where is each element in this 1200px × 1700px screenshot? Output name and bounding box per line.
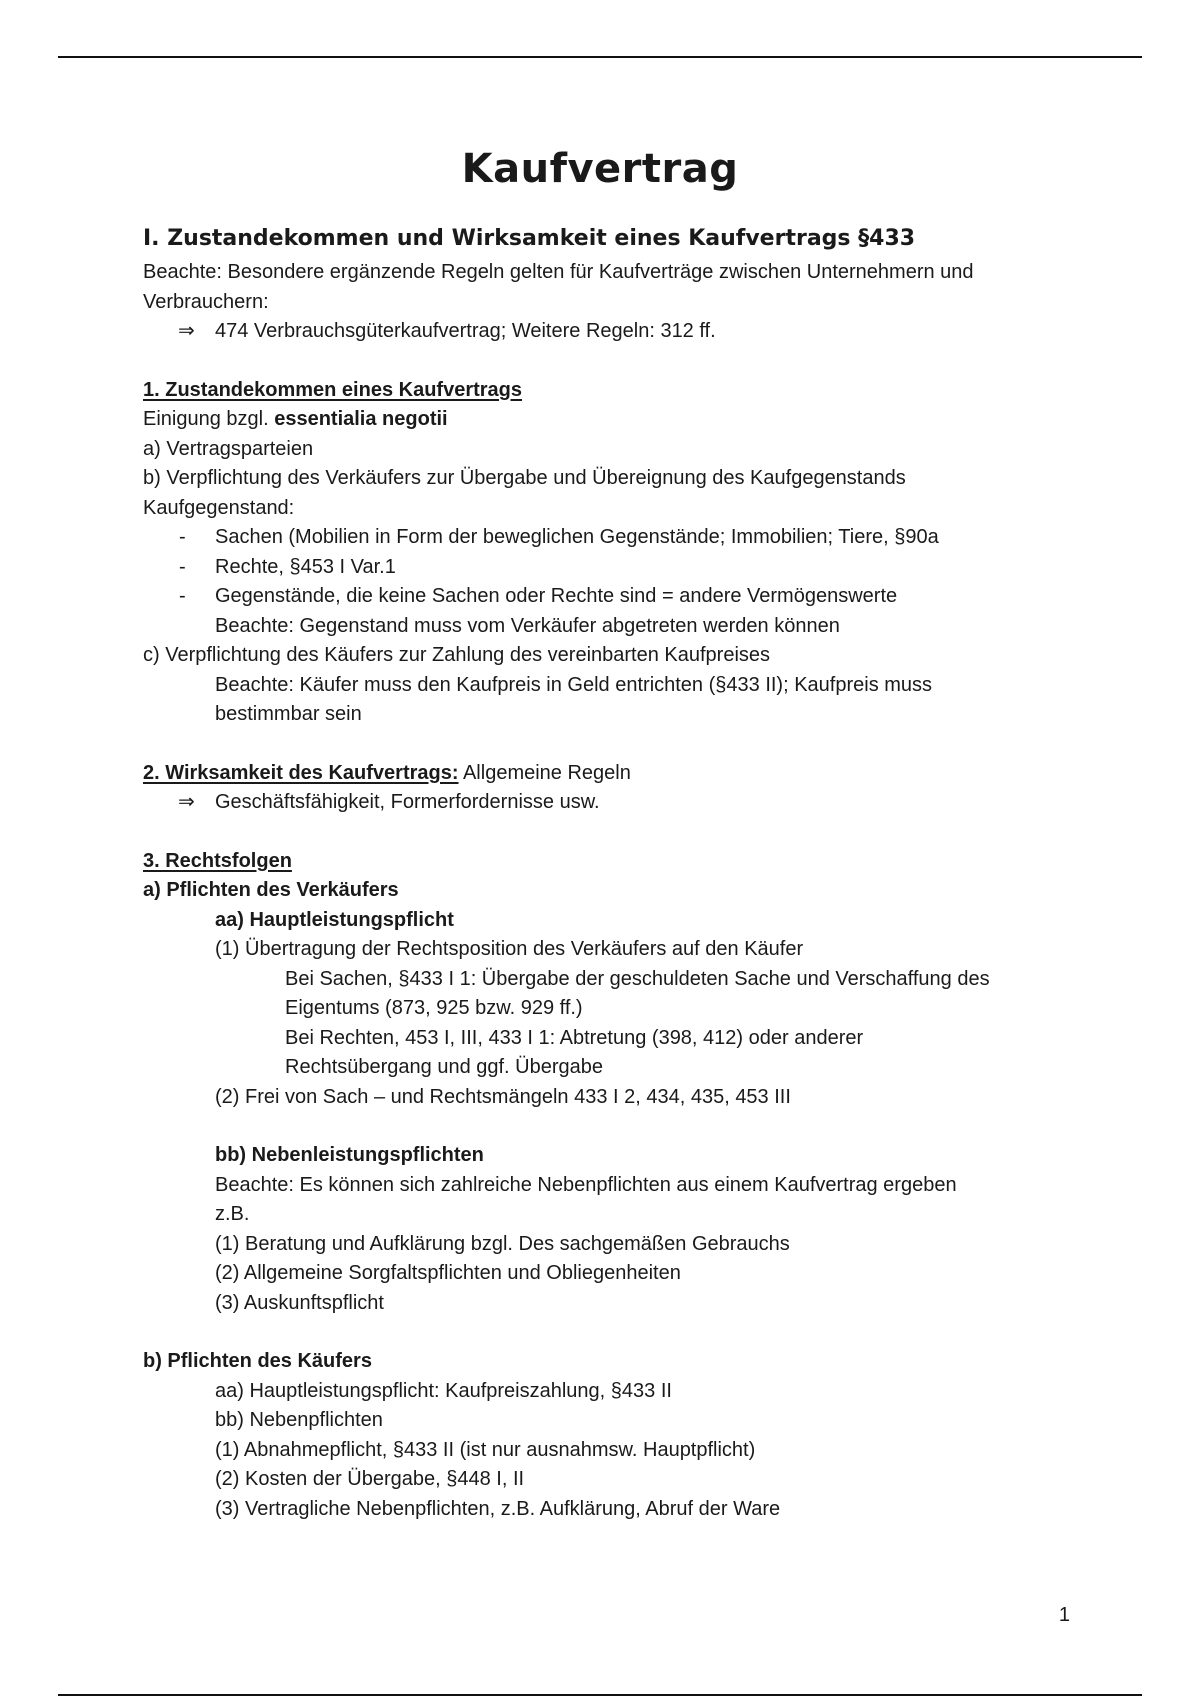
einigung-line: Einigung bzgl. essentialia negotii	[143, 408, 448, 430]
bullet-icon: -	[179, 585, 186, 607]
bb-heading: bb) Nebenleistungspflichten	[215, 1144, 484, 1166]
bullet-icon: -	[179, 526, 186, 548]
sub1-b: b) Verpflichtung des Verkäufers zur Übergabe und Übereignung des Kaufgegenstands	[143, 467, 906, 489]
sub1-c-note-line2: bestimmbar sein	[215, 703, 362, 725]
arrow-icon: ⇒	[178, 791, 195, 813]
sub1-c-note-line1: Beachte: Käufer muss den Kaufpreis in Geld entrichten (§433 II); Kaufpreis muss	[215, 673, 933, 696]
b-item-2: (2) Kosten der Übergabe, §448 I, II	[215, 1468, 525, 1490]
sub3-heading: 3. Rechtsfolgen	[143, 849, 292, 872]
aa-heading: aa) Hauptleistungspflicht	[215, 908, 454, 931]
sub3-b-heading: b) Pflichten des Käufers	[143, 1350, 372, 1372]
aa-item-1-line2: Eigentums (873, 925 bzw. 929 ff.)	[285, 997, 583, 1019]
bullet3-note: Beachte: Gegenstand muss vom Verkäufer abgetreten werden können	[215, 614, 840, 637]
bb-item-1: (1) Beratung und Aufklärung bzgl. Des sachgemäßen Gebrauchs	[215, 1232, 790, 1255]
document-body	[143, 222, 1083, 1524]
aa-item-1-line3: Bei Rechten, 453 I, III, 433 I 1: Abtretung (398, 412) oder anderer	[285, 1026, 864, 1049]
b-bb: bb) Nebenpflichten	[215, 1409, 383, 1431]
b-item-3: (3) Vertragliche Nebenpflichten, z.B. Aufklärung, Abruf der Ware	[215, 1497, 781, 1520]
page-number: 1	[1058, 1604, 1070, 1626]
arrow-icon: ⇒	[178, 320, 195, 342]
aa-item-1-line1: Bei Sachen, §433 I 1: Übergabe der geschuldeten Sache und Verschaffung des	[285, 967, 990, 990]
bullet-icon: -	[179, 555, 186, 578]
aa-item-1-line4: Rechtsübergang und ggf. Übergabe	[285, 1056, 604, 1078]
b-item-1: (1) Abnahmepflicht, §433 II (ist nur ausnahmsw. Hauptpflicht)	[215, 1438, 756, 1461]
page-title: Kaufvertrag	[461, 146, 739, 192]
sub1-c: c) Verpflichtung des Käufers zur Zahlung des vereinbarten Kaufpreises	[143, 644, 771, 666]
aa-item-2: (2) Frei von Sach – und Rechtsmängeln 433 I 2, 434, 435, 453 III	[215, 1085, 791, 1108]
list-item: - Rechte, §453 I Var.1	[143, 553, 1083, 583]
sub1-heading: 1. Zustandekommen eines Kaufvertrags	[143, 378, 523, 401]
bottom-rule	[58, 1694, 1142, 1696]
section1-note-line2: Verbrauchern:	[143, 290, 269, 313]
section1-arrow-text: 474 Verbrauchsgüterkaufvertrag; Weitere Regeln: 312 ff.	[215, 320, 716, 342]
sub2-arrow-item: ⇒ Geschäftsfähigkeit, Formerfordernisse usw.	[143, 788, 1083, 818]
bb-note-line1: Beachte: Es können sich zahlreiche Nebenpflichten aus einem Kaufvertrag ergeben	[215, 1173, 957, 1196]
top-rule	[58, 56, 1142, 58]
bb-note-line2: z.B.	[215, 1203, 250, 1225]
aa-item-1: (1) Übertragung der Rechtsposition des Verkäufers auf den Käufer	[215, 938, 804, 960]
bb-item-3: (3) Auskunftspflicht	[215, 1291, 384, 1314]
section1-arrow-item	[143, 317, 1083, 347]
b-aa: aa) Hauptleistungspflicht: Kaufpreiszahlung, §433 II	[215, 1379, 672, 1402]
bb-item-2: (2) Allgemeine Sorgfaltspflichten und Obliegenheiten	[215, 1262, 681, 1284]
essentialia-negotii: essentialia negotii	[274, 408, 448, 430]
section-heading-1: I. Zustandekommen und Wirksamkeit eines Kaufvertrags §433	[143, 226, 916, 251]
section1-note-line1: Beachte: Besondere ergänzende Regeln gelten für Kaufverträge zwischen Unternehmern und	[143, 261, 974, 283]
list-item: - Sachen (Mobilien in Form der beweglichen Gegenstände; Immobilien; Tiere, §90a	[143, 523, 1083, 553]
sub3-a-heading: a) Pflichten des Verkäufers	[143, 879, 399, 901]
sub1-a: a) Vertragsparteien	[143, 437, 314, 460]
kaufgegenstand-label: Kaufgegenstand:	[143, 496, 295, 519]
list-item: - Gegenstände, die keine Sachen oder Rechte sind = andere Vermögenswerte	[143, 582, 1083, 612]
sub2-heading: 2. Wirksamkeit des Kaufvertrags: Allgemeine Regeln	[143, 761, 631, 784]
